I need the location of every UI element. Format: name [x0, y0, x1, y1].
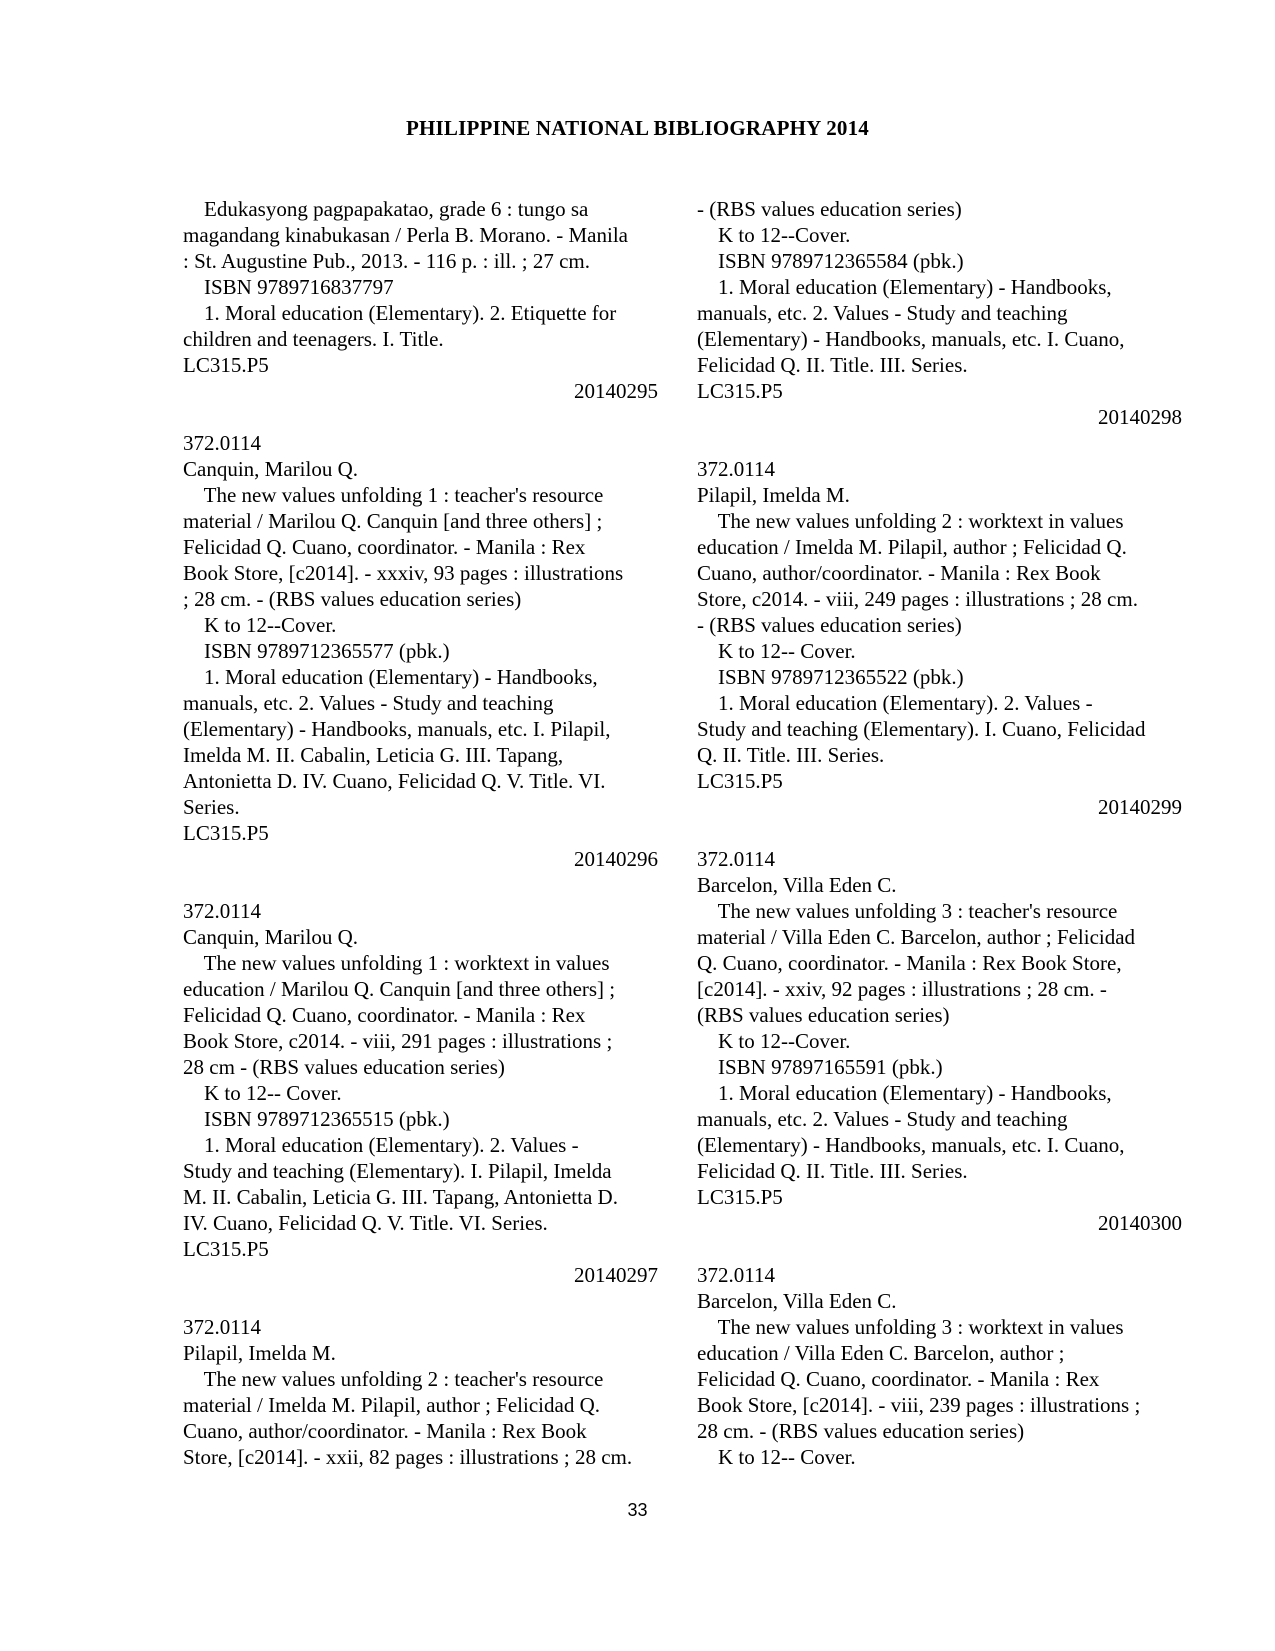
entry-line: Pilapil, Imelda M. — [183, 1341, 336, 1365]
entry-line: The new values unfolding 2 : worktext in values — [697, 509, 1124, 533]
entry-line: K to 12--Cover. — [697, 1029, 851, 1053]
entry-line: Pilapil, Imelda M. — [697, 483, 850, 507]
entry-line: (Elementary) - Handbooks, manuals, etc. I. Pilapil, — [183, 717, 611, 741]
record-number: 20140296 — [574, 847, 658, 871]
entry-line: education / Villa Eden C. Barcelon, author ; — [697, 1341, 1065, 1365]
entry-line: Book Store, c2014. - viii, 291 pages : illustrations ; — [183, 1029, 613, 1053]
entry-line: ISBN 9789712365577 (pbk.) — [183, 639, 450, 663]
entry-line: Book Store, [c2014]. - xxxiv, 93 pages : illustrations — [183, 561, 624, 585]
entry-line: Felicidad Q. Cuano, coordinator. - Manila : Rex — [183, 1003, 586, 1027]
entry-line: Edukasyong pagpapakatao, grade 6 : tungo sa — [183, 197, 589, 221]
entry-line: LC315.P5 — [697, 769, 783, 793]
entry-line: ISBN 9789712365522 (pbk.) — [697, 665, 964, 689]
entry-line: Q. Cuano, coordinator. - Manila : Rex Book Store, — [697, 951, 1122, 975]
entry-line: Felicidad Q. Cuano, coordinator. - Manila : Rex — [183, 535, 586, 559]
entry-line: manuals, etc. 2. Values - Study and teaching — [183, 691, 554, 715]
entry-line: The new values unfolding 3 : teacher's resource — [697, 899, 1118, 923]
entry-line: ISBN 9789716837797 — [183, 275, 394, 299]
entry-line: (Elementary) - Handbooks, manuals, etc. I. Cuano, — [697, 327, 1125, 351]
entry-line: The new values unfolding 1 : worktext in values — [183, 951, 610, 975]
entry-line: LC315.P5 — [697, 1185, 783, 1209]
entry-line: The new values unfolding 1 : teacher's resource — [183, 483, 604, 507]
entry-line: 1. Moral education (Elementary). 2. Values - — [697, 691, 1093, 715]
entry-line: - (RBS values education series) — [697, 613, 962, 637]
entry-line: education / Imelda M. Pilapil, author ; Felicidad Q. — [697, 535, 1127, 559]
entry-line: - (RBS values education series) — [697, 197, 962, 221]
entry-line: 372.0114 — [697, 457, 775, 481]
entry-line: Study and teaching (Elementary). I. Cuano, Felicidad — [697, 717, 1146, 741]
entry-line: Book Store, [c2014]. - viii, 239 pages : illustrations ; — [697, 1393, 1141, 1417]
page-number: 33 — [627, 1500, 648, 1520]
entry-line: 28 cm. - (RBS values education series) — [697, 1419, 1025, 1443]
entry-line: 372.0114 — [697, 1263, 775, 1287]
entry-line: 1. Moral education (Elementary) - Handbooks, — [697, 275, 1112, 299]
blank-line — [183, 1288, 663, 1314]
record-number: 20140297 — [574, 1263, 658, 1287]
entry-line: Barcelon, Villa Eden C. — [697, 1289, 897, 1313]
entry-line: K to 12-- Cover. — [183, 1081, 342, 1105]
entry-line: Canquin, Marilou Q. — [183, 457, 358, 481]
blank-line — [697, 1236, 1187, 1262]
entry-line: 372.0114 — [697, 847, 775, 871]
entry-line: material / Villa Eden C. Barcelon, author ; Felicidad — [697, 925, 1136, 949]
entry-line: ; 28 cm. - (RBS values education series) — [183, 587, 522, 611]
entry-line: 1. Moral education (Elementary) - Handbooks, — [183, 665, 598, 689]
record-number: 20140300 — [1098, 1211, 1182, 1235]
blank-line — [183, 872, 663, 898]
entry-line: 28 cm - (RBS values education series) — [183, 1055, 505, 1079]
entry-line: IV. Cuano, Felicidad Q. V. Title. VI. Series. — [183, 1211, 548, 1235]
entry-line: Store, c2014. - viii, 249 pages : illustrations ; 28 cm. — [697, 587, 1138, 611]
entry-line: K to 12--Cover. — [697, 223, 851, 247]
entry-line: material / Imelda M. Pilapil, author ; Felicidad Q. — [183, 1393, 600, 1417]
entry-line: LC315.P5 — [697, 379, 783, 403]
entry-line: LC315.P5 — [183, 1237, 269, 1261]
entry-line: Cuano, author/coordinator. - Manila : Rex Book — [697, 561, 1101, 585]
entry-line: K to 12-- Cover. — [697, 1445, 856, 1469]
entry-line: K to 12--Cover. — [183, 613, 337, 637]
entry-line: ISBN 9789712365584 (pbk.) — [697, 249, 964, 273]
entry-line: Q. II. Title. III. Series. — [697, 743, 885, 767]
entry-line: 372.0114 — [183, 1315, 261, 1339]
blank-line — [697, 430, 1187, 456]
entry-line: 372.0114 — [183, 431, 261, 455]
entry-line: 1. Moral education (Elementary). 2. Values - — [183, 1133, 579, 1157]
entry-line: material / Marilou Q. Canquin [and three others] ; — [183, 509, 603, 533]
entry-line: manuals, etc. 2. Values - Study and teaching — [697, 1107, 1068, 1131]
entry-line: Antonietta D. IV. Cuano, Felicidad Q. V. Title. VI. — [183, 769, 606, 793]
entry-line: Felicidad Q. Cuano, coordinator. - Manila : Rex — [697, 1367, 1100, 1391]
entry-line: Felicidad Q. II. Title. III. Series. — [697, 353, 968, 377]
entry-line: Barcelon, Villa Eden C. — [697, 873, 897, 897]
left-column — [183, 196, 663, 1470]
entry-line: Cuano, author/coordinator. - Manila : Rex Book — [183, 1419, 587, 1443]
entry-line: Study and teaching (Elementary). I. Pilapil, Imelda — [183, 1159, 612, 1183]
entry-line: (Elementary) - Handbooks, manuals, etc. I. Cuano, — [697, 1133, 1125, 1157]
entry-line: LC315.P5 — [183, 353, 269, 377]
record-number: 20140295 — [574, 379, 658, 403]
entry-line: [c2014]. - xxiv, 92 pages : illustrations ; 28 cm. - — [697, 977, 1107, 1001]
entry-line: Felicidad Q. II. Title. III. Series. — [697, 1159, 968, 1183]
entry-line: Series. — [183, 795, 240, 819]
record-number: 20140299 — [1098, 795, 1182, 819]
entry-line: K to 12-- Cover. — [697, 639, 856, 663]
entry-line: (RBS values education series) — [697, 1003, 950, 1027]
entry-line: magandang kinabukasan / Perla B. Morano. - Manila — [183, 223, 628, 247]
entry-line: children and teenagers. I. Title. — [183, 327, 444, 351]
entry-line: The new values unfolding 2 : teacher's resource — [183, 1367, 604, 1391]
record-number: 20140298 — [1098, 405, 1182, 429]
entry-line: 1. Moral education (Elementary) - Handbooks, — [697, 1081, 1112, 1105]
entry-line: Canquin, Marilou Q. — [183, 925, 358, 949]
entry-line: 1. Moral education (Elementary). 2. Etiquette for — [183, 301, 617, 325]
entry-line: Store, [c2014]. - xxii, 82 pages : illustrations ; 28 cm. — [183, 1445, 633, 1469]
entry-line: : St. Augustine Pub., 2013. - 116 p. : ill. ; 27 cm. — [183, 249, 590, 273]
entry-line: LC315.P5 — [183, 821, 269, 845]
entry-line: Imelda M. II. Cabalin, Leticia G. III. Tapang, — [183, 743, 564, 767]
entry-line: manuals, etc. 2. Values - Study and teaching — [697, 301, 1068, 325]
blank-line — [697, 820, 1187, 846]
entry-line: education / Marilou Q. Canquin [and three others] ; — [183, 977, 616, 1001]
entry-line: ISBN 9789712365515 (pbk.) — [183, 1107, 450, 1131]
blank-line — [183, 404, 663, 430]
entry-line: ISBN 97897165591 (pbk.) — [697, 1055, 943, 1079]
entry-line: The new values unfolding 3 : worktext in values — [697, 1315, 1124, 1339]
entry-line: M. II. Cabalin, Leticia G. III. Tapang, Antonietta D. — [183, 1185, 618, 1209]
right-column — [697, 196, 1187, 1470]
entry-line: 372.0114 — [183, 899, 261, 923]
page-title: PHILIPPINE NATIONAL BIBLIOGRAPHY 2014 — [405, 116, 870, 140]
